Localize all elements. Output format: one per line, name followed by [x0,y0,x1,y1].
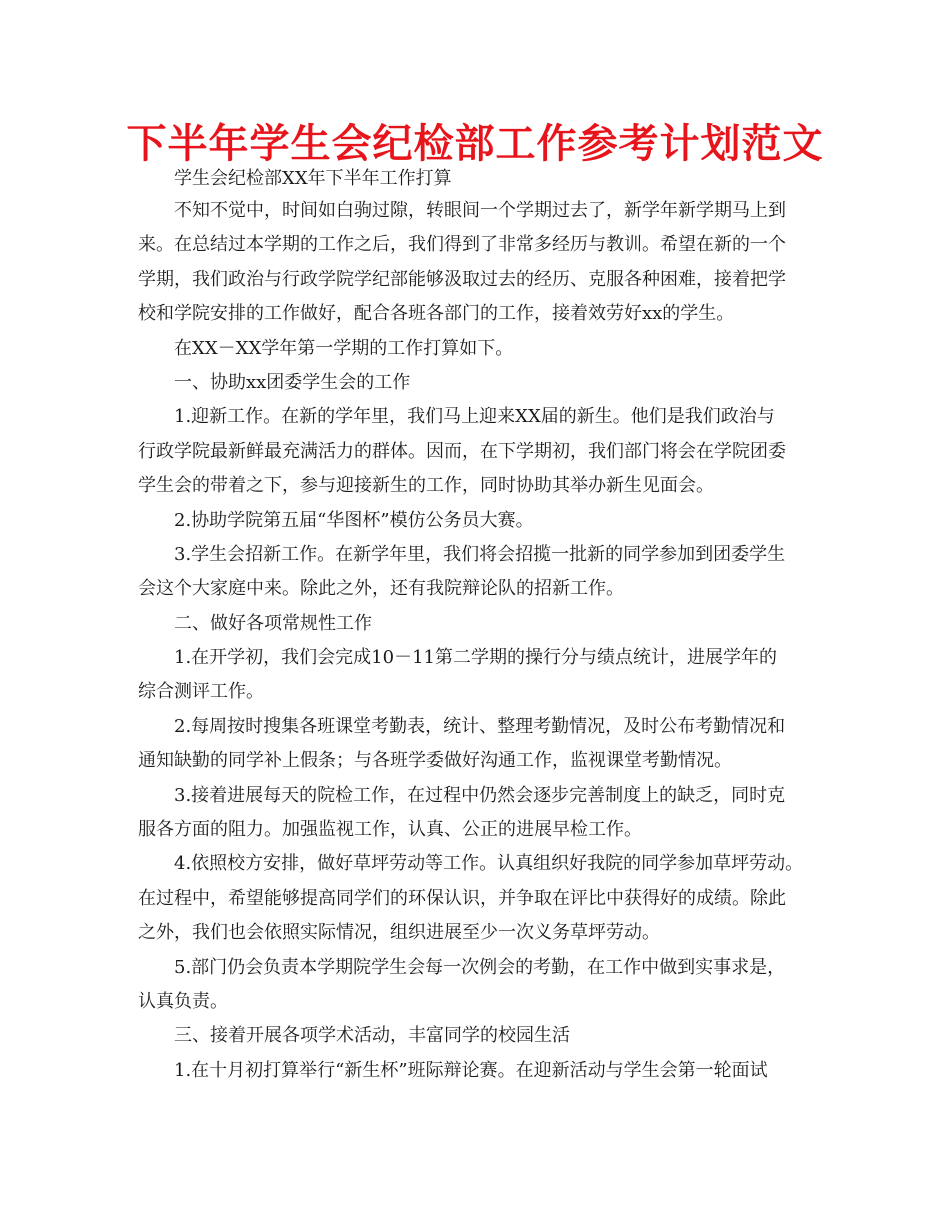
text-line: 1.迎新工作。在新的学年里，我们马上迎来XX届的新生。他们是我们政治与 [174,406,775,428]
text-line: 学生会的带着之下，参与迎接新生的工作，同时协助其举办新生见面会。 [138,475,714,497]
text-line: 通知缺勤的同学补上假条；与各班学委做好沟通工作，监视课堂考勤情况。 [138,750,732,772]
text-line: 三、接着开展各项学术活动，丰富同学的校园生活 [174,1025,570,1047]
text-line: 之外，我们也会依照实际情况，组织进展至少一次义务草坪劳动。 [138,922,660,944]
text-line: 二、做好各项常规性工作 [174,612,372,634]
text-line: 2.每周按时搜集各班课堂考勤表，统计、整理考勤情况，及时公布考勤情况和 [174,715,786,737]
text-line: 4.依照校方安排，做好草坪劳动等工作。认真组织好我院的同学参加草坪劳动。 [174,853,804,875]
text-line: 在过程中，希望能够提高同学们的环保认识，并争取在评比中获得好的成绩。除此 [138,887,786,909]
text-line: 在XX－XX学年第一学期的工作打算如下。 [174,337,514,359]
document-body [138,164,818,1088]
text-line: 3.接着进展每天的院检工作，在过程中仍然会逐步完善制度上的缺乏，同时克 [174,784,786,806]
text-line: 5.部门仍会负责本学期院学生会每一次例会的考勤，在工作中做到实事求是， [174,956,786,978]
text-line: 1.在十月初打算举行“新生杯”班际辩论赛。在迎新活动与学生会第一轮面试 [174,1059,768,1081]
text-line: 综合测评工作。 [138,681,264,703]
document-title: 下半年学生会纪检部工作参考计划范文 [126,121,824,167]
text-line: 3.学生会招新工作。在新学年里，我们将会招揽一批新的同学参加到团委学生 [174,543,786,565]
text-line: 行政学院最新鲜最充满活力的群体。因而，在下学期初，我们部门将会在学院团委 [138,440,786,462]
text-line: 一、协助xx团委学生会的工作 [174,371,411,393]
text-line: 来。在总结过本学期的工作之后，我们得到了非常多经历与教训。希望在新的一个 [138,234,786,256]
text-line: 认真负责。 [138,990,228,1012]
text-line: 服各方面的阻力。加强监视工作，认真、公正的进展早检工作。 [138,819,642,841]
text-line: 不知不觉中，时间如白驹过隙，转眼间一个学期过去了，新学年新学期马上到 [174,200,786,221]
text-line: 1.在开学初，我们会完成10－11第二学期的操行分与绩点统计，进展学年的 [174,647,777,669]
text-line: 会这个大家庭中来。除此之外，还有我院辩论队的招新工作。 [138,578,624,600]
text-line: 校和学院安排的工作做好，配合各班各部门的工作，接着效劳好xx的学生。 [138,303,735,325]
text-line: 学生会纪检部XX年下半年工作打算 [174,168,452,189]
text-line: 学期，我们政治与行政学院学纪部能够汲取过去的经历、克服各种困难，接着把学 [138,268,786,290]
text-line: 2.协助学院第五届“华图杯”模仿公务员大赛。 [174,509,534,531]
